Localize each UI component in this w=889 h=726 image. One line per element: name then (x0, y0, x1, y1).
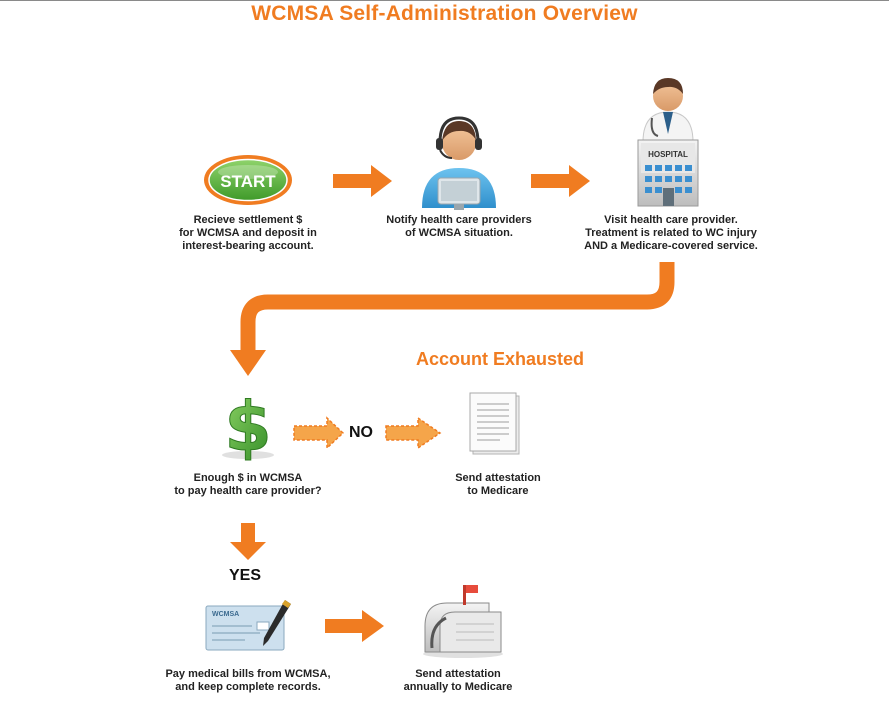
step-pay-caption: Pay medical bills from WCMSA, and keep complete records. (165, 668, 331, 693)
check-pen-icon (206, 600, 291, 650)
step-visit-caption: Visit health care provider. Treatment is related to WC injury AND a Medicare-covered service. (584, 214, 758, 252)
arrow-right-1 (333, 165, 392, 197)
arrow-down-yes (230, 523, 266, 560)
start-label: START (220, 172, 276, 191)
hospital-label: HOSPITAL (648, 150, 688, 159)
doctor-hospital-icon (638, 78, 698, 206)
svg-text:$: $ (224, 388, 272, 467)
mailbox-icon (423, 585, 503, 658)
headset-agent-icon (422, 118, 496, 210)
step-attest-annual-caption: Send attestation annually to Medicare (403, 668, 513, 693)
step-attest-exhausted-caption: Send attestation to Medicare (455, 472, 541, 497)
step-notify-caption: Notify health care providers of WCMSA situation. (386, 214, 532, 239)
yes-label: YES (229, 567, 262, 584)
section-subtitle: Account Exhausted (415, 349, 585, 369)
step-receive-caption: Recieve settlement $ for WCMSA and deposit in interest-bearing account. (179, 214, 317, 252)
dollar-sign-icon (222, 388, 274, 467)
no-label: NO (349, 424, 373, 441)
page-title: WCMSA Self-Administration Overview (251, 2, 638, 25)
no-arrow-left (294, 418, 343, 448)
check-label: WCMSA (212, 611, 240, 618)
arrow-right-3 (325, 610, 384, 642)
start-badge-icon (204, 155, 292, 205)
arrow-right-2 (531, 165, 590, 197)
no-arrow-right (386, 418, 440, 448)
document-icon (470, 393, 519, 454)
step-enough-caption: Enough $ in WCMSA to pay health care provider? (174, 472, 322, 497)
